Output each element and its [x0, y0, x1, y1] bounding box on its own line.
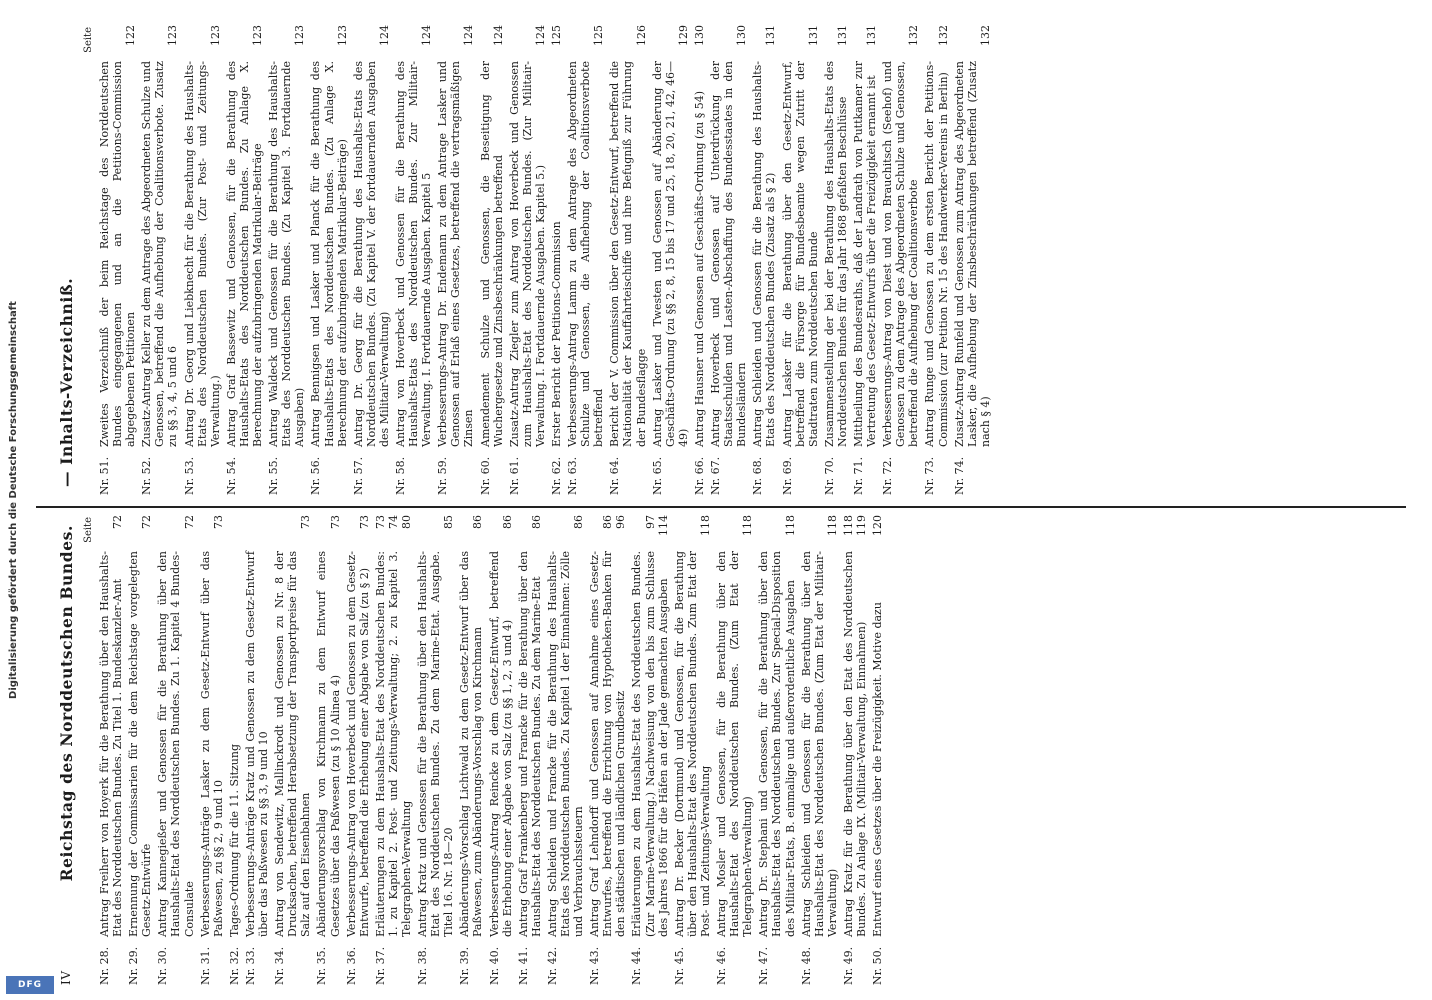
dfg-logo	[6, 976, 54, 994]
entry-number: Nr. 40.	[487, 946, 501, 985]
left-header	[57, 515, 80, 985]
seite-label-left: Seite	[83, 517, 94, 543]
left-column	[57, 515, 1410, 985]
entry-number: Nr. 43.	[588, 946, 602, 985]
entry-page: 125	[592, 25, 606, 46]
entry-text: Antrag Schleiden und Genossen für die Berathung über den Haushalts-Etat des Norddeutschen Bundes. (Zum Etat der Militair-Verwaltung)	[799, 551, 839, 937]
entry-page: 73	[357, 515, 371, 529]
toc-entry	[566, 25, 605, 495]
entry-page: 124	[533, 25, 547, 46]
entry-number: Nr. 62.	[550, 456, 563, 495]
entry-text: Erläuterungen zu dem Haushalts-Etat des Norddeutschen Bundes. (Zur Marine-Verwaltung.) Nachweisung von den bis zum Schlusse des Jahres 1866 für die Häfen an der Jade gemachten Ausgaben	[630, 551, 670, 937]
entry-page: 124	[462, 25, 476, 46]
toc-entry	[751, 25, 777, 495]
entry-text: Antrag von Hoverbeck und Genossen für die Berathung des Haushalts-Etats des Norddeutschen Bundes. Zur Militair-Verwaltung. I. Fortdauernde Ausgaben. Kapitel 5	[393, 61, 434, 447]
entry-number: Nr. 30.	[156, 946, 170, 985]
entry-page: 125	[550, 25, 563, 46]
entry-text: Antrag Dr. Georg und Liebknecht für die Berathung des Haushalts-Etats des Norddeutschen Bundes. (Zur Post- und Zeitungs-Verwaltung.)	[182, 61, 222, 447]
entry-number: Nr. 39.	[458, 946, 472, 985]
entry-number: Nr. 35.	[315, 946, 329, 985]
toc-entry	[315, 515, 341, 985]
dfg-logo-text: DFG	[17, 980, 42, 990]
entry-page: 131	[865, 25, 879, 46]
entry-text: Entwurf eines Gesetzes über die Freizügigkeit. Motive dazu	[871, 602, 885, 937]
toc-entry	[757, 515, 796, 985]
toc-entry	[488, 515, 514, 985]
entry-number: Nr. 55.	[267, 456, 281, 495]
left-entry-list	[98, 515, 884, 985]
entry-text: Zusammenstellung der bei der Berathung des Haushalts-Etats des Norddeutschen Bundes für das Jahr 1868 gefaßten Beschlüsse	[822, 61, 849, 447]
column-divider	[36, 507, 1406, 509]
entry-text: Zusatz-Antrag Keller zu dem Antrage des Abgeordneten Schulze und Genossen, betreffend die Aufhebung der Coalitionsverbote. Zusatz zu §§ 3, 4, 5 und 6	[140, 61, 180, 447]
entry-number: Nr. 59.	[436, 456, 450, 495]
entry-text: Antrag Dr. Georg für die Berathung des Haushalts-Etats des Norddeutschen Bundes. (Zu Kapitel V. der fortdauernden Ausgaben des Militair-Verwaltung)	[351, 61, 391, 447]
toc-entry	[651, 25, 690, 495]
entry-page: 73	[299, 515, 313, 529]
right-column	[57, 25, 1410, 495]
toc-entry	[673, 515, 712, 985]
entry-number: Nr. 57.	[351, 456, 365, 495]
toc-entry	[842, 515, 868, 985]
entry-text: Antrag Kannegießer und Genossen für die Berathung über den Haushalts-Etat des Norddeutschen Bundes. Zu 1. Kapitel 4 Bundes-Consulate	[156, 551, 196, 937]
entry-text: Antrag Kratz und Genossen für die Berathung über den Haushalts-Etat des Norddeutschen Bundes. Zu dem Marine-Etat. Ausgabe. Titel 16. Nr. 18—20	[416, 551, 456, 937]
credit-text: Digitalisierung gefördert durch die Deutsche Forschungsgemeinschaft	[8, 301, 19, 699]
right-header-title: — Inhalts-Verzeichniß.	[57, 277, 76, 487]
toc-entry	[416, 515, 455, 985]
toc-entry	[225, 25, 264, 495]
toc-entry	[309, 25, 348, 495]
entry-number: Nr. 51.	[98, 456, 111, 495]
entry-page: 85	[442, 515, 456, 529]
entry-text: Antrag Hoverbeck und Genossen auf Unterdrückung der Staatsschulden und Lasten-Abschaffung des Bundesstaates in den Bundesländern	[709, 61, 749, 447]
entry-number: Nr. 45.	[672, 946, 686, 985]
entry-text: Verbesserungs-Antrag Dr. Endemann zu dem Antrage Lasker und Genossen auf Erlaß eines Gesetzes, betreffend die vertragsmäßigen Zinsen	[436, 61, 476, 447]
entry-number: Nr. 60.	[478, 456, 492, 495]
toc-entry	[156, 515, 195, 985]
toc-entry	[273, 515, 312, 985]
entry-text: Verbesserungs-Antrag Lamm zu dem Antrage des Abgeordneten Schulze und Genossen, die Aufhebung der Coalitionsverbote betreffend	[566, 61, 606, 447]
entry-text: Antrag von Sendewitz, Mallinckrodt und Genossen zu Nr. 8 der Drucksachen, betreffend Herabsetzung der Transportpreise für das Salz auf den Eisenbahnen	[273, 551, 313, 937]
entry-text: Abänderungs-Vorschlag Lichtwald zu dem Gesetz-Entwurf über das Paßwesen, zum Abänderungs-Vorschlag von Kirchmann	[458, 551, 485, 937]
toc-entry	[479, 25, 505, 495]
entry-text: Antrag Schleiden und Genossen für die Berathung des Haushalts-Etats des Norddeutschen Bundes (Zusatz als § 2)	[751, 61, 778, 447]
entry-number: Nr. 33.	[243, 946, 257, 985]
entry-number: Nr. 73.	[923, 456, 937, 495]
toc-entry	[394, 25, 433, 495]
entry-page: 123	[293, 25, 307, 46]
entry-page: 86	[529, 515, 543, 529]
entry-page: 124	[377, 25, 391, 46]
entry-text: Antrag Graf Bassewitz und Genossen, für die Berathung des Haushalts-Etats des Norddeutschen Bundes. Zu Anlage X. Berechnung der aufzubringenden Matrikular-Beiträge	[224, 61, 265, 447]
entry-number: Nr. 52.	[140, 456, 154, 495]
entry-text: Zweites Verzeichniß der beim Reichstage des Norddeutschen Bundes eingegangenen und an die Petitions-Commission abgegebenen Petitionen	[98, 61, 138, 447]
entry-page: 72	[140, 515, 154, 529]
seite-label-right: Seite	[83, 27, 94, 53]
toc-entry	[98, 25, 137, 495]
entry-page: 124	[491, 25, 505, 46]
entry-number: Nr. 34.	[273, 946, 287, 985]
entry-text: Verbesserungs-Antrag von Hoverbeck und Genossen zu dem Gesetz-Entwurfe, betreffend die Erhebung einer Abgabe von Salz (zu § 2)	[344, 551, 371, 937]
entry-text: Abänderungsvorschlag von Kirchmann zu dem Entwurf eines Gesetzes über das Paßwesen (zu § 10 Alinea 4)	[315, 551, 342, 937]
toc-entry	[588, 515, 627, 985]
entry-page: 72	[111, 515, 125, 529]
entry-text: Antrag Hausner und Genossen auf Geschäfts-Ordnung (zu § 54)	[692, 91, 706, 447]
entry-page: 123	[335, 25, 349, 46]
toc-entry	[630, 515, 669, 985]
entry-number: Nr. 63.	[566, 456, 580, 495]
toc-entry	[183, 25, 222, 495]
right-header	[57, 25, 80, 495]
entry-page: 118	[825, 515, 839, 536]
entry-number: Nr. 46.	[715, 946, 729, 985]
entry-page: 131	[806, 25, 820, 46]
toc-entry	[550, 25, 563, 495]
entry-number: Nr. 74.	[952, 456, 966, 495]
entry-number: Nr. 68.	[751, 456, 765, 495]
entry-text: Antrag Mosler und Genossen, für die Berathung über den Haushalts-Etat des Norddeutschen Bundes. (Zum Etat der Telegraphen-Verwaltung)	[715, 551, 755, 937]
toc-entry	[267, 25, 306, 495]
entry-text: Tages-Ordnung für die 11. Sitzung	[227, 743, 241, 937]
toc-entry	[715, 515, 754, 985]
entry-page: 118	[783, 515, 797, 536]
entry-number: Nr. 37.	[373, 946, 387, 985]
toc-entry	[871, 515, 884, 985]
toc-entry	[228, 515, 241, 985]
entry-number: Nr. 67.	[709, 456, 723, 495]
entry-number: Nr. 66.	[692, 456, 706, 495]
entry-text: Antrag Kratz für die Berathung über den Etat des Norddeutschen Bundes. Zu Anlage IX. (Militair-Verwaltung, Einnahmen)	[841, 551, 868, 937]
toc-entry	[244, 515, 270, 985]
entry-text: Erläuterungen zu dem Haushalts-Etat des Norddeutschen Bundes: 1. zu Kapitel 2. Post- und Zeitungs-Verwaltung; 2. zu Kapitel 3. Telegraphen-Verwaltung	[373, 551, 413, 937]
page-number: IV	[59, 970, 73, 985]
entry-page: 86	[500, 515, 514, 529]
toc-entry	[709, 25, 748, 495]
toc-entry	[127, 515, 153, 985]
toc-entry	[781, 25, 820, 495]
toc-entry	[823, 25, 849, 495]
entry-page: 124	[420, 25, 434, 46]
toc-entry	[374, 515, 413, 985]
entry-page: 86	[572, 515, 586, 529]
entry-page: 118	[698, 515, 712, 536]
entry-text: Antrag Lasker und Twesten und Genossen auf Abänderung der Geschäfts-Ordnung (zu §§ 2, 8, 15 bis 17 und 25, 18, 20, 21, 42, 46—49)	[650, 61, 690, 447]
entry-text: Antrag Dr. Stephani und Genossen, für die Berathung über den Haushalts-Etat des Norddeutschen Bundes. Zur Special-Disposition des Militair-Etats, B. einmalige und außerordentliche Ausgaben	[757, 551, 797, 937]
entry-text: Antrag Graf Lehndorff und Genossen auf Annahme eines Gesetz-Entwurfes, betreffend die Errichtung von Hypotheken-Banken für den städtischen und ländlichen Grundbesitz	[588, 551, 628, 937]
entry-number: Nr. 61.	[507, 456, 521, 495]
toc-entry	[923, 25, 949, 495]
entry-page: 132	[907, 25, 921, 46]
entry-number: Nr. 49.	[841, 946, 855, 985]
toc-entry	[517, 515, 543, 985]
entry-number: Nr. 53.	[182, 456, 196, 495]
entry-page: 131	[835, 25, 849, 46]
entry-number: Nr. 29.	[127, 946, 141, 985]
entry-text: Antrag Schleiden und Francke für die Berathung des Haushalts-Etats des Norddeutschen Bundes. Zu Kapitel 1 der Einnahmen: Zölle und Verbrauchssteuern	[545, 551, 586, 937]
toc-entry	[98, 515, 124, 985]
entry-page: 73 74 80	[373, 515, 413, 529]
entry-number: Nr. 41.	[516, 946, 530, 985]
entry-number: Nr. 72.	[881, 456, 895, 495]
entry-number: Nr. 47.	[757, 946, 771, 985]
toc-entry	[881, 25, 920, 495]
entry-page: 130	[735, 25, 749, 46]
entry-number: Nr. 42.	[545, 946, 559, 985]
entry-text: Verbesserungs-Anträge Lasker zu dem Gesetz-Entwurf über das Paßwesen, zu §§ 2, 9 und 10	[198, 551, 225, 937]
toc-entry	[140, 25, 179, 495]
entry-page: 132	[978, 25, 992, 46]
entry-text: Bericht der V. Commission über den Gesetz-Entwurf, betreffend die Nationalität der Kauffahrteischiffe und ihre Befugniß zur Führung der Bundesflagge	[608, 61, 648, 447]
entry-page: 126	[634, 25, 648, 46]
entry-text: Antrag Runge und Genossen zu dem ersten Bericht der Petitions-Commission (zur Petition Nr. 15 des Handwerker-Vereins in Berlin)	[923, 61, 950, 447]
entry-page: 130	[692, 25, 706, 46]
toc-entry	[852, 25, 878, 495]
entry-text: Amendement Schulze und Genossen, die Beseitigung der Wuchergesetze und Zinsbeschränkungen betreffend	[478, 61, 505, 447]
toc-entry	[508, 25, 547, 495]
entry-text: Mittheilung des Bundesraths, daß der Landrath von Puttkamer zur Vertretung des Gesetz-Entwurfs über die Freizügigkeit ernannt ist	[851, 61, 879, 447]
entry-number: Nr. 38.	[416, 946, 430, 985]
entry-number: Nr. 28.	[98, 946, 111, 985]
toc-entry	[608, 25, 647, 495]
entry-page: 129	[676, 25, 690, 46]
toc-entry	[693, 25, 706, 495]
toc-entry	[953, 25, 992, 495]
toc-entry	[546, 515, 585, 985]
entry-text: Verbesserungs-Antrag Reincke zu dem Gesetz-Entwurf, betreffend die Erhebung einer Abgabe von Salz (zu §§ 1, 2, 3 und 4)	[487, 551, 514, 937]
entry-page: 72	[182, 515, 196, 529]
digitization-credit	[6, 0, 22, 1000]
entry-text: Ernennung der Commissarien für die dem Reichstage vorgelegten Gesetz-Entwürfe	[127, 551, 154, 937]
entry-page: 131	[764, 25, 778, 46]
entry-text: Erster Bericht der Petitions-Commission	[550, 221, 563, 447]
entry-page: 120	[871, 515, 885, 536]
entry-number: Nr. 54.	[224, 456, 238, 495]
entry-number: Nr. 56.	[309, 456, 323, 495]
toc-entry	[436, 25, 475, 495]
entry-text: Antrag Bennigsen und Lasker und Planck für die Berathung des Haushalts-Etats des Norddeutschen Bundes. (Zu Anlage X. Berechnung der aufzubringenden Matrikular-Beiträge)	[309, 61, 349, 447]
entry-page: 123	[251, 25, 265, 46]
entry-page: 73	[328, 515, 342, 529]
entry-number: Nr. 71.	[851, 456, 865, 495]
entry-text: Antrag Freiherr von Hoyerk für die Berathung über den Haushalts-Etat des Norddeutschen Bundes. Zu Titel 1. Bundeskanzler-Amt	[98, 551, 125, 937]
entry-number: Nr. 48.	[799, 946, 813, 985]
entry-text: Antrag Dr. Becker (Dortmund) und Genossen, für die Berathung über den Haushalts-Etat des Norddeutschen Bundes. Zum Etat der Post- und Zeitungs-Verwaltung	[672, 551, 712, 937]
entry-number: Nr. 65.	[650, 456, 664, 495]
entry-number: Nr. 69.	[780, 456, 794, 495]
toc-entry	[345, 515, 371, 985]
entry-page: 86 96	[601, 515, 628, 529]
entry-number: Nr. 36.	[344, 946, 358, 985]
entry-number: Nr. 58.	[393, 456, 407, 495]
toc-entry	[352, 25, 391, 495]
right-entry-list	[98, 25, 992, 495]
left-header-title: Reichstag des Norddeutschen Bundes.	[57, 525, 76, 882]
entry-number: Nr. 70.	[822, 456, 836, 495]
entry-text: Verbesserungs-Anträge Kratz und Genossen zu dem Gesetz-Entwurf über das Paßwesen zu §§ 3, 9 und 10	[243, 551, 271, 937]
toc-entry	[458, 515, 484, 985]
entry-text: Antrag Lasker für die Berathung über den Gesetz-Entwurf, betreffend die Fürsorge für Bundesbeamte wegen Zutritt der Stadtraten zum Norddeutschen Bunde	[780, 61, 820, 447]
entry-page: 73	[211, 515, 225, 529]
entry-text: Zusatz-Antrag Ziegler zum Antrag von Hoverbeck und Genossen zum Haushalts-Etat des Norddeutschen Bundes. (Zur Militair-Verwaltung. I. Fortdauernde Ausgaben. Kapitel 5.)	[507, 61, 547, 447]
entry-text: Verbesserungs-Antrag von Diest und von Brauchitsch (Seehof) und Genossen zu dem Antrage des Abgeordneten Schulze und Genossen, betreffend die Aufhebung der Coalitionsverbote	[881, 61, 921, 447]
entry-page: 122	[124, 25, 138, 46]
entry-number: Nr. 32.	[227, 946, 241, 985]
entry-page: 123	[166, 25, 180, 46]
entry-text: Zusatz-Antrag Runfeld und Genossen zum Antrag des Abgeordneten Lasker, die Aufhebung der Zinsbeschränkungen betreffend (Zusatz nach § 4)	[952, 61, 992, 447]
entry-number: Nr. 31.	[198, 946, 212, 985]
entry-text: Antrag Waldeck und Genossen für die Berathung des Haushalts-Etats des Norddeutschen Bundes. (Zu Kapitel 3. Fortdauernde Ausgaben)	[267, 61, 307, 447]
toc-entry	[199, 515, 225, 985]
entry-text: Antrag Graf Frankenberg und Francke für die Berathung über den Haushalts-Etat des Norddeutschen Bundes. Zu dem Marine-Etat	[516, 551, 543, 937]
entry-number: Nr. 64.	[608, 456, 622, 495]
entry-page: 118 119	[841, 515, 868, 536]
entry-page: 86	[471, 515, 485, 529]
toc-entry	[800, 515, 839, 985]
entry-number: Nr. 50.	[871, 946, 885, 985]
entry-page: 123	[208, 25, 222, 46]
entry-number: Nr. 44.	[630, 946, 644, 985]
entry-page: 118	[741, 515, 755, 536]
entry-page: 97 114	[643, 515, 670, 536]
entry-page: 132	[936, 25, 950, 46]
